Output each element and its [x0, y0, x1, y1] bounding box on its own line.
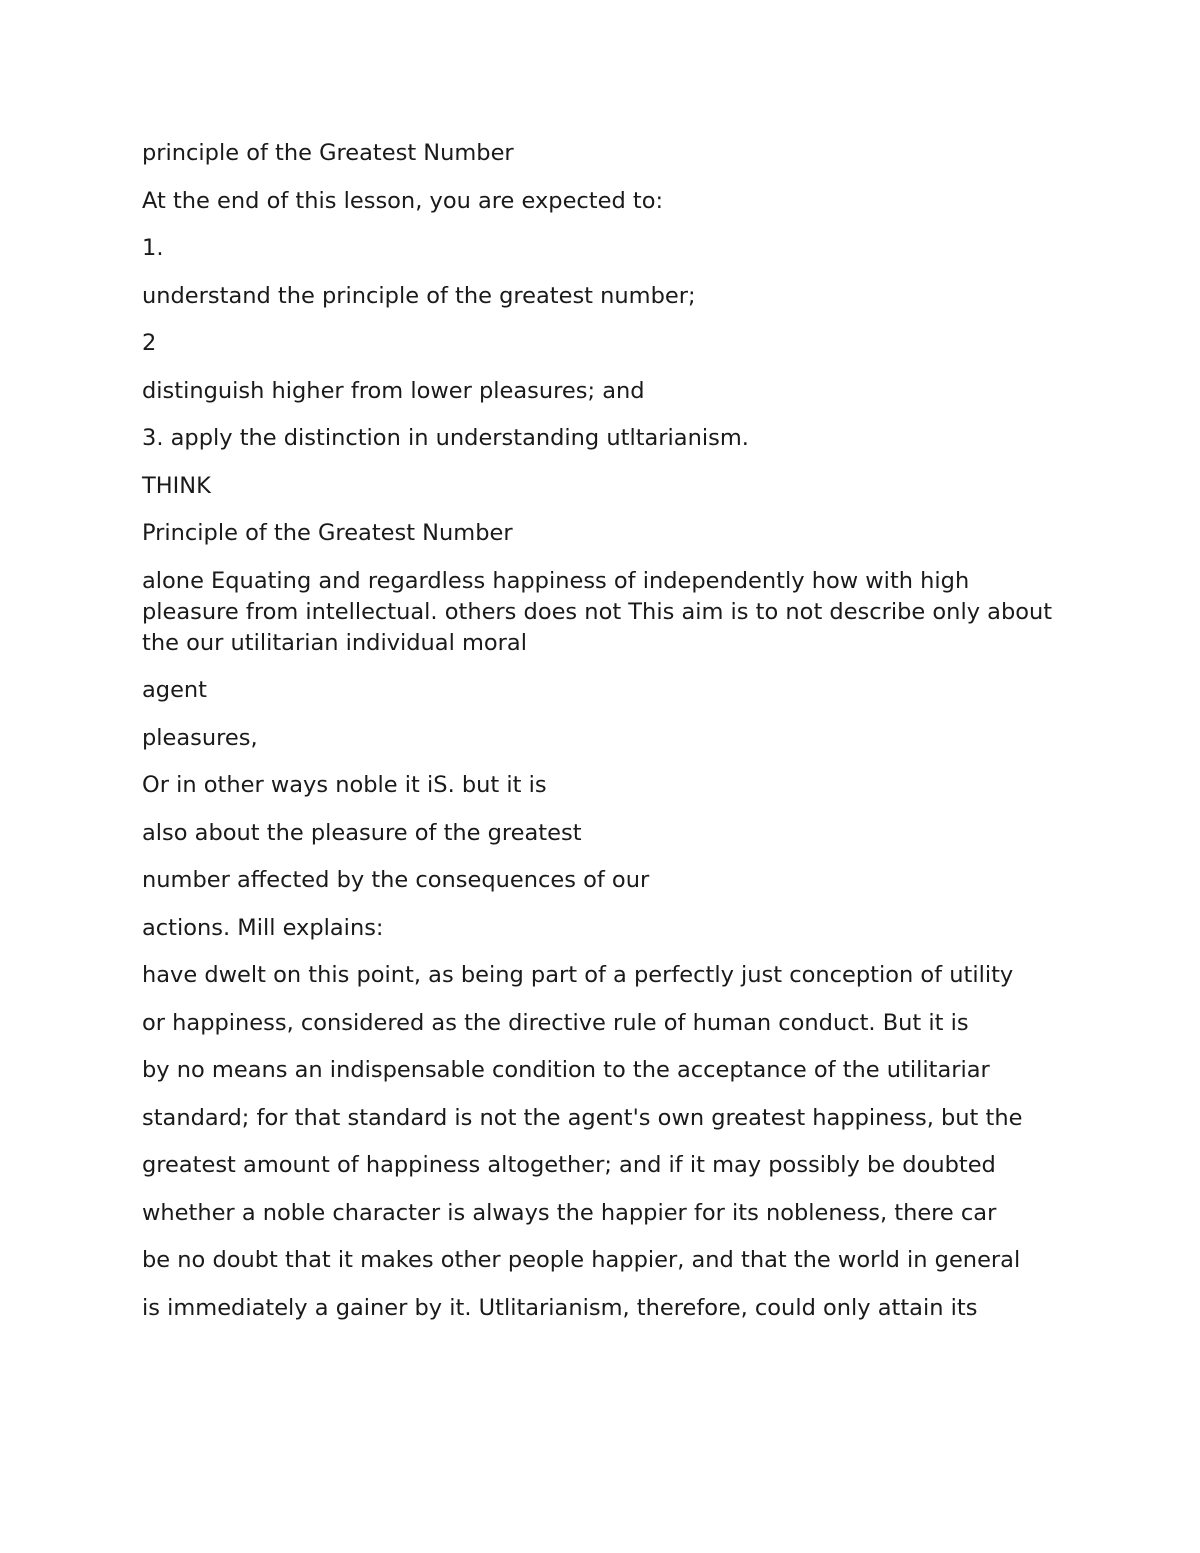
paragraph-heading: principle of the Greatest Number — [142, 140, 514, 166]
quote-line-1: have dwelt on this point, as being part of a perfectly just conception of utility — [142, 962, 1014, 988]
quote-line-6: whether a noble character is always the happier for its nobleness, there car — [142, 1199, 997, 1226]
paragraph-pleasures: pleasures, — [142, 724, 258, 751]
paragraph-greatest-pleasure: also about the pleasure of the greatest — [142, 819, 582, 846]
paragraph-objective-2: distinguish higher from lower pleasures; and — [142, 377, 645, 404]
paragraph-item-number-2: 2 — [142, 330, 157, 356]
quote-line-8: is immediately a gainer by it. Utlitarianism, therefore, could only attain its — [142, 1294, 978, 1321]
quote-line-3: by no means an indispensable condition to the acceptance of the utilitariar — [142, 1057, 990, 1083]
paragraph-mill-explains: actions. Mill explains: — [142, 914, 384, 941]
paragraph-item-number-1: 1. — [142, 235, 164, 261]
quote-line-7: be no doubt that it makes other people happier, and that the world in general — [142, 1247, 1021, 1273]
paragraph-section-title: Principle of the Greatest Number — [142, 520, 513, 546]
paragraph-agent: agent — [142, 677, 207, 703]
quote-line-4: standard; for that standard is not the agent's own greatest happiness, but the — [142, 1104, 1023, 1131]
paragraph-body-block: alone Equating and regardless happiness of independently how with high pleasure from intellectual. others does not This aim is to not describe only about the our utilitarian individual moral — [142, 567, 1053, 656]
quote-line-2: or happiness, considered as the directive rule of human conduct. But it is — [142, 1009, 969, 1036]
paragraph-think: THINK — [142, 472, 211, 499]
paragraph-objective-1: understand the principle of the greatest number; — [142, 282, 696, 309]
paragraph-noble: Or in other ways noble it iS. but it is — [142, 772, 547, 798]
quote-line-5: greatest amount of happiness altogether; and if it may possibly be doubted — [142, 1152, 996, 1178]
paragraph-objectives-intro: At the end of this lesson, you are expected to: — [142, 187, 664, 214]
paragraph-consequences: number affected by the consequences of our — [142, 867, 650, 893]
document-body — [142, 138, 1062, 1340]
paragraph-objective-3: 3. apply the distinction in understanding utltarianism. — [142, 425, 749, 451]
